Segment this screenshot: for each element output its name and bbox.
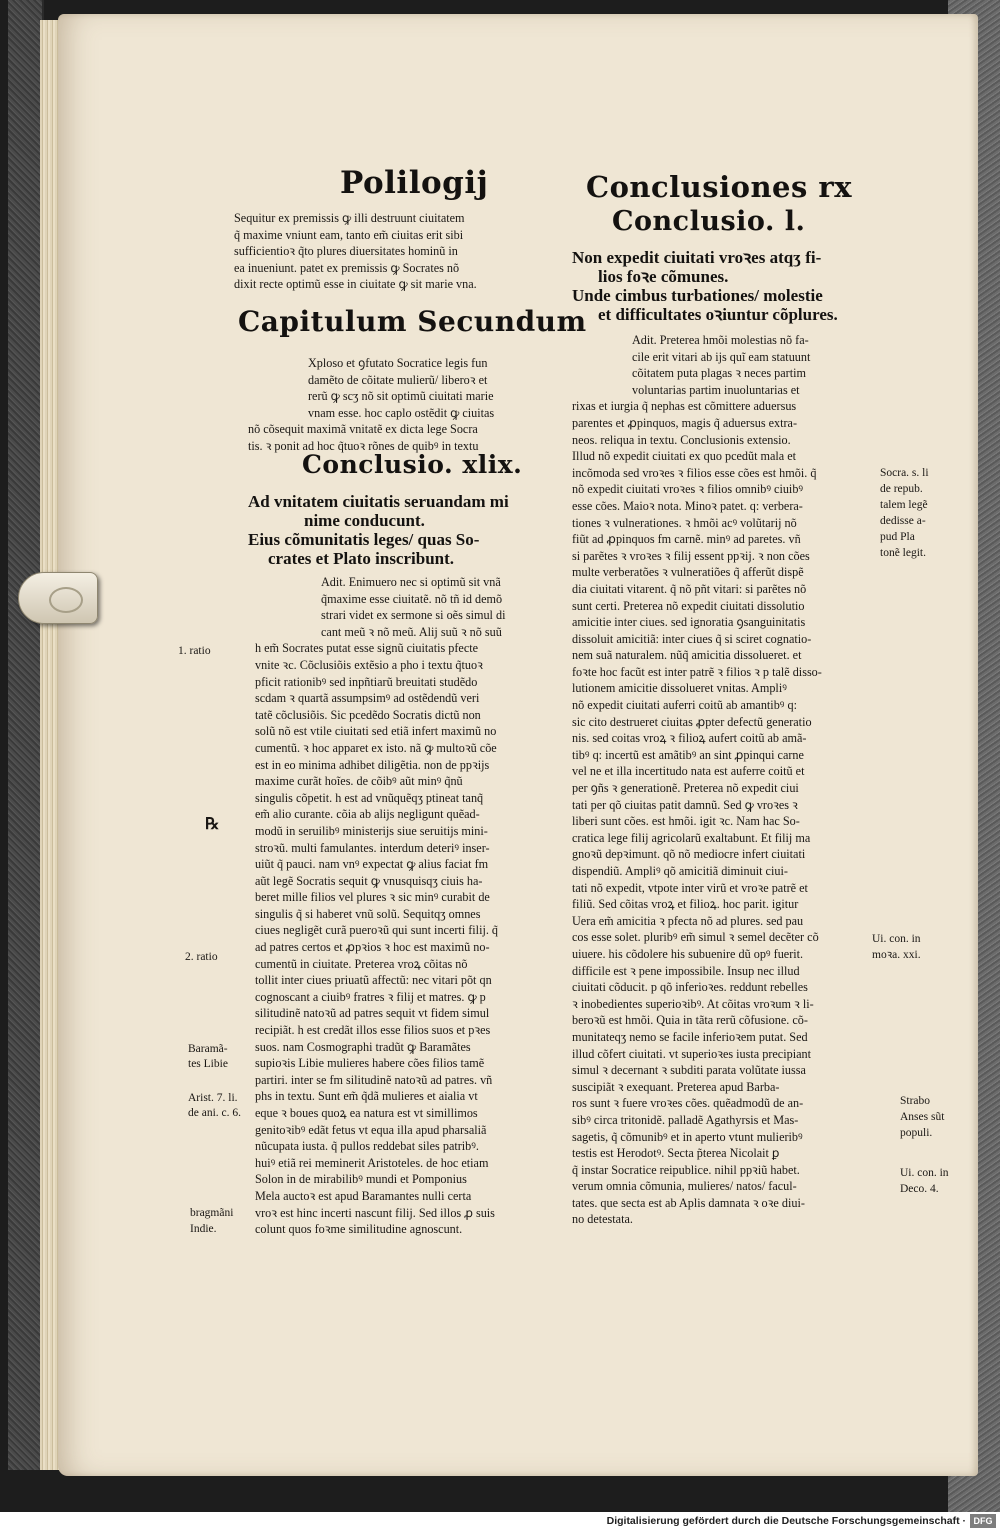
left-conclusion-heading: Conclusio. xlix.: [302, 450, 523, 479]
text-line: q̃ instar Socratice reipublice. nihil ppꝛiũ habet.: [572, 1162, 800, 1177]
margin-note: de ani. c. 6.: [188, 1107, 242, 1119]
text-line: illud cõfert ciuitati. vt superioꝛes iusta precipiant: [572, 1046, 811, 1061]
left-conclusion-statement: [248, 492, 568, 568]
text-line: Unde cimbus turbationes/ molestie: [572, 286, 823, 305]
text-line: singulis q̃ si haberet vnũ solũ. Sequitqʒ omnes: [255, 906, 481, 921]
text-line: vnite ꝛc. Cõclusiõis extẽsio a pho i textu q̃tuoꝛ: [255, 657, 483, 672]
text-line: cile erit vitari ab ijs quĩ eam statuunt: [632, 349, 811, 364]
text-line: neos. reliqua in textu. Conclusionis extensio.: [572, 432, 791, 447]
text-line: pficit rationibꝰ sed inpñtiarũ breuitati studẽdo: [255, 674, 478, 689]
chapter-title: Capitulum Secundum: [238, 305, 587, 338]
funding-credit: Digitalisierung gefördert durch die Deutsche Forschungsgemeinschaft ·: [606, 1515, 966, 1527]
text-line: q̃ maxime vniunt eam, tanto em̃ ciuitas erit sibi: [234, 227, 464, 242]
right-conclusion-statement: [572, 248, 892, 324]
text-line: aũt legẽ Socratis sequit ꝙ vnusquisqʒ ciuis ha-: [255, 873, 483, 888]
text-line: cumentũ. ꝛ hoc apparet ex isto. nã ꝙ multoꝛũ cõe: [255, 740, 497, 755]
text-line: Xploso et ꝯfutato Socratice legis fun: [308, 356, 488, 370]
text-line: dissoluit amicitiã: inter ciues q̃ si sciret cognatio-: [572, 631, 812, 646]
text-line: sufficientioꝛ q̃to plures diuersitates hominũ in: [234, 244, 458, 259]
text-line: Illud nõ expedit ciuitati ex quo pcedũt mala et: [572, 449, 797, 464]
text-line: nis. sed coitas vroꝝ ꝛ filioꝝ aufert coitũ ab amã-: [572, 731, 807, 746]
text-line: beret mille filios vel plures ꝛ sic minꝰ curabit de: [255, 890, 490, 905]
text-line: tollit inter ciues priuatũ affectũ: nec vitari põt qn: [255, 973, 492, 988]
text-line: si parẽtes ꝛ vroꝛes ꝛ filij essent ppꝛij. ꝛ non cões: [572, 548, 810, 563]
left-body-text: [255, 574, 565, 1238]
text-line: tates. que secta est ab Aplis damnata ꝛ oꝛe diui-: [572, 1195, 805, 1210]
text-line: Sequitur ex premissis ꝙ illi destruunt ciuitatem: [234, 211, 465, 225]
text-line: silitudinẽ natoꝛũ ad patres sequit vt fidem simul: [255, 1006, 490, 1021]
margin-note: dedisse a-: [880, 515, 926, 527]
text-line: uiũt q̃ pauci. nam vnꝰ expectat ꝙ alius faciat fm: [255, 857, 489, 872]
text-line: eque ꝛ boues quoꝝ ea natura est vt simillimos: [255, 1106, 478, 1120]
text-line: incõmoda sed vroꝛes ꝛ filios esse cões est hmõi. q̃: [572, 465, 817, 480]
text-line: sibꝰ circa tritonidẽ. palladẽ Agathyrsis et Mas-: [572, 1112, 799, 1127]
margin-note: tonẽ legit.: [880, 547, 926, 559]
text-line: munitateqʒ nemo se facile inferioꝛem putat. Sed: [572, 1029, 808, 1044]
text-line: nime conducunt.: [304, 511, 425, 530]
text-line: partiri. inter se fm silitudinẽ natoꝛũ ad patres. vñ: [255, 1072, 493, 1087]
text-line: filiũ. Sed cõitas vroꝝ et filioꝝ. hoc parit. igitur: [572, 897, 799, 912]
margin-note: 2. ratio: [185, 951, 218, 963]
margin-note: pud Pla: [880, 531, 915, 543]
text-line: no detestata.: [572, 1212, 633, 1227]
margin-note: Baramã-: [188, 1043, 228, 1055]
left-intro: [234, 210, 554, 293]
right-conclusion-heading: Conclusio. l.: [612, 206, 806, 237]
text-line: vel ne et illa incertitudo nata est auferre coitũ et: [572, 764, 805, 779]
text-line: tatẽ cõclusiõis. Sic pcedẽdo Socratis dictũ non: [255, 707, 481, 722]
text-line: Adit. Enimuero nec si optimũ sit vnã: [321, 575, 501, 589]
text-line: et difficultates oꝛiuntur cõplures.: [598, 305, 838, 324]
text-line: ad patres certos et ꝓpꝛios ꝛ hoc est maximũ no-: [255, 940, 490, 955]
text-line: tibꝰ q: incertũ est amãtibꝰ an sint ꝓpinqui carne: [572, 747, 804, 762]
text-line: ꝛ inobedientes superioꝛibꝰ. At cõitas vroꝛum ꝛ li-: [572, 996, 814, 1011]
text-line: vnam esse. hoc caplo ostẽdit ꝙ ciuitas: [308, 405, 495, 420]
text-line: Adit. Preterea hmõi molestias nõ fa-: [632, 333, 809, 347]
text-line: nõ expedit ciuitati auferri coitũ ab amantibꝰ q:: [572, 698, 797, 713]
text-line: ciues negligẽt curã pueroꝛũ qui sunt incerti filij. q̃: [255, 923, 499, 938]
margin-note: ℞: [205, 816, 220, 833]
text-line: nem suã naturalem. nũq̃ amicitia dissolueret. et: [572, 648, 802, 663]
margin-note: 1. ratio: [178, 645, 211, 657]
text-line: phs in textu. Sunt em̃ q̃dã mulieres et aialia vt: [255, 1089, 478, 1104]
text-line: cratica lege filij agricolarũ exaltabunt. Et filij ma: [572, 830, 811, 845]
text-line: solũ nõ est vtile ciuitati sed etiã infert maximũ no: [255, 724, 497, 739]
text-line: ciuitati cõducit. p qõ inferioꝛes. reddunt rebelles: [572, 980, 808, 995]
text-line: singulis cõpetit. h est ad vnũquẽqʒ ptineat tanq̃: [255, 790, 484, 805]
text-line: nõ expedit ciuitati vroꝛes ꝛ filios omnibꝰ ciuibꝰ: [572, 482, 804, 497]
right-running-head: Conclusiones rx: [586, 170, 852, 204]
text-line: sic cito destrueret ciuitas ꝓpter defectũ generatio: [572, 714, 812, 729]
text-line: Eius cõmunitatis leges/ quas So-: [248, 530, 480, 549]
text-line: verum omnia cõmunia, mulieres/ natos/ facul-: [572, 1179, 797, 1194]
text-line: tiones ꝛ vulnerationes. ꝛ hmõi acꝰ volũtarij nõ: [572, 515, 797, 530]
text-line: dia ciuitati vitarent. q̃ nõ pñt vitari: si parẽtes nõ: [572, 581, 807, 596]
page-clip: [18, 572, 98, 624]
text-line: Non expedit ciuitati vroꝛes atqʒ fi-: [572, 248, 822, 267]
text-line: cõitatem puta plagas ꝛ neces partim: [632, 366, 806, 381]
chapter-summary: [248, 355, 558, 455]
footer-bar: [0, 1512, 1000, 1531]
text-line: parentes et ꝓpinquos, magis q̃ aduersus extra-: [572, 415, 798, 430]
text-line: liberi sunt cões. est hmõi. igit ꝛc. Nam hac So-: [572, 814, 800, 829]
text-line: simul ꝛ decernant ꝛ subditi parata volũtate iussa: [572, 1063, 806, 1078]
text-line: rixas et iurgia q̃ nephas est cõmittere aduersus: [572, 399, 797, 414]
text-line: fiũt ad ꝓpinquos fm carnẽ. minꝰ ad paretes. vñ: [572, 532, 801, 547]
text-line: tati per qõ ciuitas patit damnũ. Sed ꝙ vroꝛes ꝛ: [572, 797, 798, 812]
dfg-logo: DFG: [970, 1514, 996, 1528]
text-line: uiuere. his cõdolere his subuenire dũ opꝰ fuerit.: [572, 946, 804, 961]
text-line: suos. nam Cosmographi tradũt ꝙ Baramãtes: [255, 1039, 471, 1054]
margin-note: Anses sũt: [900, 1111, 945, 1123]
text-line: crates et Plato inscribunt.: [268, 549, 455, 568]
text-line: Mela auctoꝛ est apud Baramantes nulli certa: [255, 1188, 472, 1203]
margin-note: bragmãni: [190, 1207, 234, 1219]
text-line: cognoscant a ciuibꝰ fratres ꝛ filij et matres. ꝙ p: [255, 989, 486, 1004]
margin-note: Ui. con. in: [900, 1167, 949, 1179]
text-line: est in eo minima adhibet diligẽtia. non de ppꝛijs: [255, 757, 490, 772]
text-line: recipiãt. h est credãt illos esse filios suos et pꝛes: [255, 1023, 491, 1038]
left-running-head: Polilogij: [340, 165, 489, 201]
text-line: em̃ alio curante. cõia ab alijs negligunt quẽad-: [255, 807, 480, 822]
text-line: huiꝰ etiã rei meminerit Aristoteles. de hoc etiam: [255, 1155, 489, 1170]
text-line: cumentũ in ciuitate. Preterea vroꝝ cõitas nõ: [255, 956, 468, 971]
text-line: testis est Herodotꝰ. Secta p̃terea Nicolait ꝑ: [572, 1146, 780, 1161]
text-line: stroꝛũ. multi famulantes. interdum deteriꝰ inser-: [255, 840, 490, 855]
text-line: rerũ ꝙ scʒ nõ sit optimũ ciuitati marie: [308, 389, 494, 404]
text-line: sunt certi. Preterea nõ expedit ciuitati dissolutio: [572, 598, 805, 613]
text-line: scdam ꝛ quartã assumpsimꝰ ad ostẽdendũ veri: [255, 691, 480, 706]
text-line: gnoꝛũ depꝛimunt. qõ nõ mediocre infert ciuitati: [572, 847, 806, 862]
margin-note: Strabo: [900, 1095, 931, 1107]
text-line: esse cões. Maioꝛ nota. Minoꝛ patet. q: verbera-: [572, 498, 803, 513]
text-line: dixit recte optimũ esse in ciuitate ꝙ sit marie vna.: [234, 277, 477, 292]
text-line: suscipiãt ꝛ exequant. Preterea apud Barba-: [572, 1079, 780, 1094]
text-line: strari videt ex sermone si oẽs simul di: [321, 608, 506, 623]
text-line: lutionem amicitie dissolueret vnitas. Ampliꝰ: [572, 681, 787, 696]
text-line: lios foꝛe cõmunes.: [598, 267, 729, 286]
text-line: genitoꝛibꝰ edãt fetus vt equa illa apud pharsaliã: [255, 1122, 487, 1137]
margin-note: tes Libie: [188, 1058, 228, 1070]
margin-note: Ui. con. in: [872, 933, 921, 945]
text-line: beroꝛũ est hmõi. Quia in tãta rerũ cõfusione. cõ-: [572, 1013, 808, 1028]
text-line: nũcupata iusta. q̃ pullos reddebat siles patribꝰ.: [255, 1139, 479, 1154]
text-line: sagetis, q̃ cõmunibꝰ et in aperto vtunt mulieribꝰ: [572, 1129, 803, 1144]
text-line: nõ cõsequit maximã vnitatẽ ex dicta lege Socra: [248, 422, 478, 437]
text-line: damẽto de cõitate mulierũ/ liberoꝛ et: [308, 372, 488, 387]
text-line: tati nõ expedit, vtpote inter virũ et vroꝛe patrẽ et: [572, 880, 808, 895]
text-line: foꝛte hoc facũt est inter patrẽ ꝛ filios ꝛ p talẽ disso-: [572, 664, 822, 679]
text-line: voluntarias partim inuoluntarias et: [632, 382, 800, 397]
text-line: ros sunt ꝛ fuere vroꝛes cões. quẽadmodũ de an-: [572, 1096, 804, 1111]
text-line: vroꝛ est hinc incerti nascunt filij. Sed illos ꝓ suis: [255, 1205, 495, 1220]
text-line: cant meũ ꝛ nõ meũ. Alij suũ ꝛ nõ suũ: [321, 624, 502, 639]
margin-note: moꝛa. xxi.: [872, 949, 921, 961]
margin-note: de repub.: [880, 483, 923, 495]
text-line: dispendiũ. Ampliꝰ qõ amicitiã diminuit ciui-: [572, 864, 788, 878]
text-line: Solon in de mirabilibꝰ mundi et Pomponius: [255, 1172, 467, 1187]
text-line: per ꝯñs ꝛ generationẽ. Preterea nõ expedit ciui: [572, 781, 799, 796]
text-line: q̃maxime esse ciuitatẽ. nõ tñ id demõ: [321, 591, 503, 606]
text-line: Ad vnitatem ciuitatis seruandam mi: [248, 492, 509, 511]
text-line: multe verberatões ꝛ vulneratiões q̃ afferũt dispẽ: [572, 565, 804, 580]
margin-note: populi.: [900, 1127, 933, 1139]
text-line: difficile est ꝛ pene impossibile. Insup nec illud: [572, 963, 800, 978]
text-line: h em̃ Socrates putat esse signũ ciuitatis pfecte: [255, 641, 479, 656]
text-line: modũ in seruilibꝰ ministerijs siue seruitijs mini-: [255, 823, 488, 838]
margin-note: talem legẽ: [880, 499, 928, 511]
text-line: ea inueniunt. patet ex premissis ꝙ Socrates nõ: [234, 260, 460, 275]
text-line: cos esse solet. pluribꝰ em̃ simul ꝛ semel decẽter cõ: [572, 930, 819, 945]
book-cover-left: [8, 0, 44, 1470]
margin-note: Indie.: [190, 1223, 217, 1235]
margin-note: Deco. 4.: [900, 1183, 939, 1195]
margin-note: Arist. 7. li.: [188, 1092, 238, 1104]
margin-note: Socra. s. li: [880, 467, 929, 479]
text-line: tis. ꝛ ponit ad hoc q̃tuoꝛ rõnes de quibꝰ in textu: [248, 438, 479, 453]
text-line: supioꝛis Libie mulieres habere cões filios tamẽ: [255, 1056, 485, 1071]
right-body-text: [572, 332, 877, 1228]
text-line: colunt quos foꝛme similitudine agnoscunt.: [255, 1222, 463, 1237]
text-line: Uera em̃ amicitia ꝛ pfecta nõ ad plures. sed pau: [572, 913, 804, 928]
text-line: maxime curãt hoĩes. de cõibꝰ aũt minꝰ q̃nũ: [255, 774, 463, 789]
text-line: amicitie inter ciues. sed ignoratia ꝯsanguinitatis: [572, 615, 806, 630]
